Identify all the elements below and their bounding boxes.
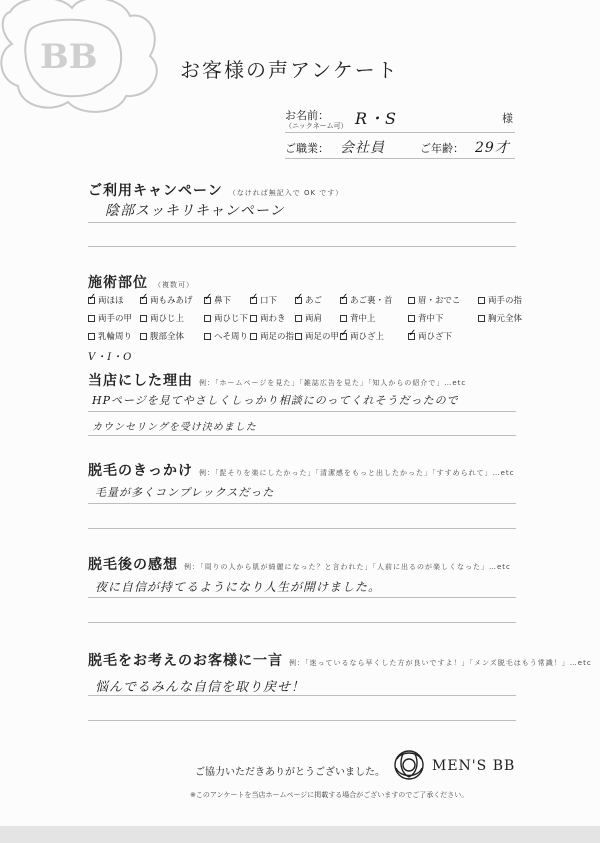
checkbox[interactable]: [88, 315, 95, 322]
trigger-line-1: [88, 503, 516, 504]
treatment-row: [88, 293, 538, 307]
treatment-row: [88, 329, 478, 343]
checkbox[interactable]: [140, 333, 147, 340]
campaign-answer: 陰部スッキリキャンペーン: [105, 203, 285, 219]
treatment-option-label: 両足の指: [260, 332, 295, 342]
camellia-logo-watermark: [0, 0, 175, 115]
treatment-option[interactable]: [88, 293, 140, 307]
checked-checkbox[interactable]: [204, 297, 211, 304]
treatment-option-label: 乳輪周り: [98, 332, 133, 342]
reason-line-2: [88, 435, 516, 436]
checkbox[interactable]: [204, 333, 211, 340]
treatment-option-label: 両手の指: [488, 296, 523, 306]
treatment-option-label: 眉・おでこ: [418, 296, 461, 306]
treatment-option-label: 両足の甲: [305, 332, 340, 342]
treatment-option[interactable]: [140, 293, 204, 307]
treatment-option[interactable]: [295, 311, 340, 325]
name-value: R・S: [355, 109, 398, 128]
treatment-option[interactable]: [140, 329, 204, 343]
message-line-1: [88, 695, 516, 696]
treatment-option-label: 両ひじ上: [150, 314, 185, 324]
treatment-option[interactable]: [340, 293, 408, 307]
survey-title: お客様の声アンケート: [180, 58, 399, 82]
treatment-title: 施術部位 （複数可）: [88, 275, 194, 291]
checkbox[interactable]: [140, 315, 147, 322]
treatment-option-label: あご裏・首: [350, 296, 393, 306]
treatment-option[interactable]: [340, 311, 408, 325]
age-label: ご年齢：: [420, 142, 464, 155]
campaign-line-1: [88, 222, 516, 223]
treatment-option-label: 両ほほ: [98, 296, 124, 306]
treatment-option-label: 腹部全体: [150, 332, 185, 342]
treatment-option-label: 両ひざ下: [418, 332, 453, 342]
reason-line-1: [88, 411, 516, 412]
trigger-line-2: [88, 528, 516, 529]
reason-answer-line1: HPページを見てやさしくしっかり相談にのってくれそうだったので: [92, 394, 459, 407]
checkbox[interactable]: [408, 315, 415, 322]
impression-title: 脱毛後の感想 例：「周りの人から肌が綺麗になった？と言われた」「人前に出るのが楽しくなった」…etc: [88, 557, 511, 573]
treatment-option[interactable]: [408, 329, 478, 343]
checked-checkbox[interactable]: [408, 333, 415, 340]
treatment-option-label: 両手の甲: [98, 314, 133, 324]
message-title: 脱毛をお考えのお客様に一言 例：「迷っているなら早くした方が良いですよ！」「メンズ脱毛はもう常識！」…etc: [88, 653, 592, 669]
campaign-title: ご利用キャンペーン （なければ無記入で OK です）: [88, 183, 344, 199]
treatment-option[interactable]: [408, 293, 478, 307]
treatment-option-label: 背中下: [418, 314, 444, 324]
impression-answer: 夜に自信が持てるようになり人生が開けました。: [95, 580, 382, 594]
checked-checkbox[interactable]: [88, 297, 95, 304]
disclaimer-text: ※このアンケートを当店ホームページに掲載する場合がございますのでご了承ください。: [190, 791, 469, 799]
svg-text:BB: BB: [40, 37, 98, 77]
checkbox[interactable]: [295, 333, 302, 340]
checkbox[interactable]: [295, 315, 302, 322]
job-underline: [285, 158, 515, 159]
treatment-option[interactable]: [295, 293, 340, 307]
checkbox[interactable]: [250, 333, 257, 340]
checked-checkbox[interactable]: [295, 297, 302, 304]
name-underline: [285, 132, 515, 133]
treatment-option[interactable]: [250, 329, 295, 343]
campaign-line-2: [88, 246, 516, 247]
thanks-text: ご協力いただきありがとうございました。: [195, 767, 385, 778]
treatment-option-label: 両もみあげ: [150, 296, 193, 306]
treatment-option[interactable]: [204, 293, 250, 307]
checked-checkbox[interactable]: [250, 297, 257, 304]
message-line-2: [88, 720, 516, 721]
job-value: 会社員: [340, 140, 385, 156]
job-label: ご職業：: [285, 142, 329, 155]
impression-line-2: [88, 622, 516, 623]
treatment-option[interactable]: [140, 311, 204, 325]
brand-name: MEN'S BB: [432, 758, 516, 774]
checkbox[interactable]: [478, 297, 485, 304]
checkbox[interactable]: [250, 315, 257, 322]
treatment-option[interactable]: [250, 293, 295, 307]
scan-edge: [0, 826, 600, 843]
treatment-option[interactable]: [204, 329, 250, 343]
checkbox[interactable]: [88, 333, 95, 340]
treatment-option[interactable]: [295, 329, 340, 343]
trigger-answer: 毛量が多くコンプレックスだった: [95, 486, 275, 499]
treatment-option-label: 背中上: [350, 314, 376, 324]
trigger-title: 脱毛のきっかけ 例：「髭そりを楽にしたかった」「清潔感をもっと出したかった」「すすめられて」…etc: [88, 463, 515, 479]
checked-checkbox[interactable]: [340, 297, 347, 304]
treatment-option-label: 両肩: [305, 314, 323, 324]
treatment-row: [88, 311, 538, 325]
treatment-option-label: 胸元全体: [488, 314, 523, 324]
name-note: （ニックネーム可）: [285, 122, 348, 130]
checkbox[interactable]: [204, 315, 211, 322]
checkbox[interactable]: [408, 297, 415, 304]
checked-checkbox[interactable]: [340, 333, 347, 340]
treatment-option-label: 鼻下: [214, 296, 232, 306]
treatment-option[interactable]: [88, 329, 140, 343]
checked-checkbox[interactable]: [140, 297, 147, 304]
camellia-logo-icon: [392, 748, 426, 782]
treatment-option-label: 口下: [260, 296, 278, 306]
treatment-option[interactable]: [408, 311, 478, 325]
name-label: お名前：: [285, 109, 329, 122]
treatment-option-label: 両わき: [260, 314, 286, 324]
treatment-option[interactable]: [478, 311, 538, 325]
reason-title: 当店にした理由 例：「ホームページを見た」「雑誌広告を見た」「知人からの紹介で」…etc: [88, 373, 467, 389]
treatment-option[interactable]: [478, 293, 538, 307]
message-answer: 悩んでるみんな自信を取り戻せ！: [95, 680, 306, 695]
reason-answer-line2: カウンセリングを受け決めました: [92, 422, 257, 433]
age-value: 29才: [475, 140, 510, 156]
honorific-label: 様: [502, 112, 513, 125]
impression-line-1: [88, 597, 516, 598]
treatment-option[interactable]: [250, 311, 295, 325]
treatment-option-label: 両ひざ上: [350, 332, 385, 342]
treatment-option-label: 両ひじ下: [214, 314, 249, 324]
treatment-extra: V・I・O: [88, 352, 133, 363]
treatment-option[interactable]: [340, 329, 408, 343]
treatment-option-label: あご: [305, 296, 323, 306]
treatment-option[interactable]: [88, 311, 140, 325]
treatment-option-label: へそ周り: [214, 332, 249, 342]
checkbox[interactable]: [478, 315, 485, 322]
treatment-option[interactable]: [204, 311, 250, 325]
checkbox[interactable]: [340, 315, 347, 322]
